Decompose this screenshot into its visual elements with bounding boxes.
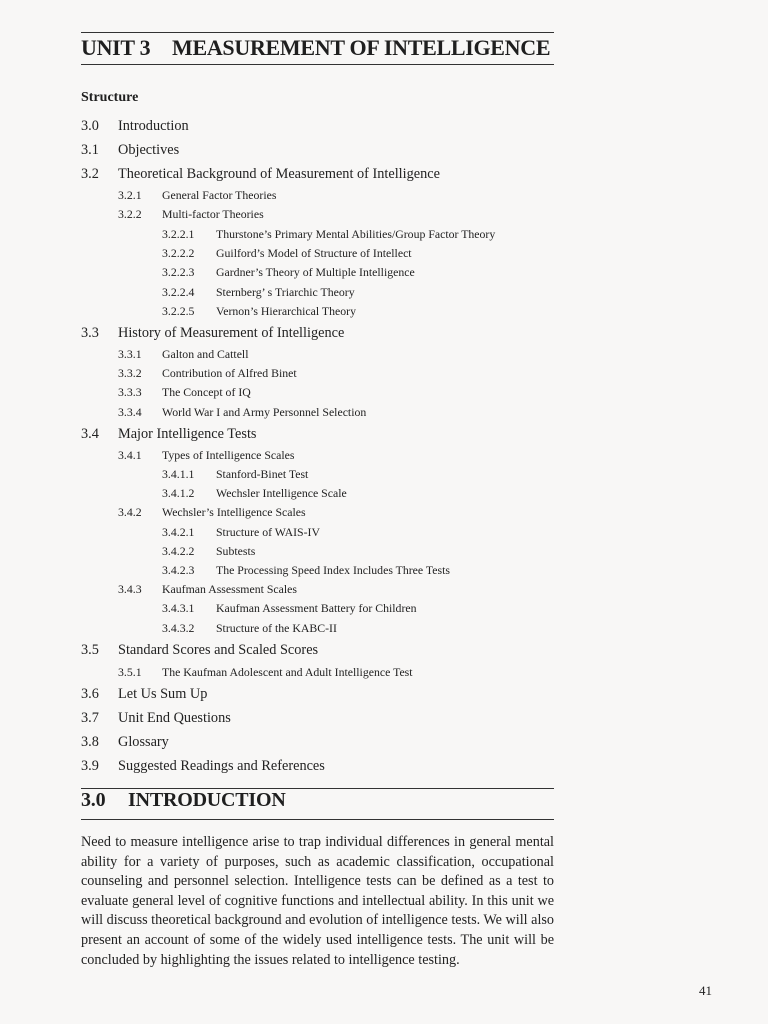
toc-entry-number: 3.2.2.4 (162, 285, 195, 299)
toc-entry-number: 3.2.2.1 (162, 227, 195, 241)
toc-entry-title: History of Measurement of Intelligence (118, 325, 345, 341)
toc-entry-title: Vernon’s Hierarchical Theory (216, 304, 356, 318)
unit-name: MEASUREMENT OF INTELLIGENCE (172, 35, 551, 60)
title-bottom-rule (81, 64, 554, 65)
toc-entry-number: 3.2.2 (118, 207, 142, 221)
toc-entry-number: 3.9 (81, 758, 99, 774)
toc-entry-title: Standard Scores and Scaled Scores (118, 642, 319, 658)
toc-entry-number: 3.3.4 (118, 405, 142, 419)
toc-entry-title: Structure of WAIS-IV (216, 525, 320, 539)
toc-entry-title: Glossary (118, 734, 169, 750)
unit-title (81, 33, 551, 63)
toc-entry-title: Multi-factor Theories (162, 207, 264, 221)
toc-entry-number: 3.3.1 (118, 347, 142, 361)
toc-entry-number: 3.5 (81, 642, 99, 658)
toc-entry-title: Galton and Cattell (162, 347, 249, 361)
toc-entry-number: 3.2 (81, 166, 99, 182)
toc-entry-title: Kaufman Assessment Battery for Children (216, 601, 417, 615)
toc-entry-number: 3.4.2 (118, 505, 142, 519)
structure-heading: Structure (81, 90, 139, 105)
toc-entry-title: Stanford-Binet Test (216, 467, 309, 481)
toc-entry-title: Major Intelligence Tests (118, 426, 257, 442)
toc-entry-number: 3.4.2.2 (162, 544, 195, 558)
toc-entry-title: The Processing Speed Index Includes Three Tests (216, 563, 450, 577)
toc-entry-number: 3.4.1 (118, 448, 142, 462)
toc-entry-title: Kaufman Assessment Scales (162, 582, 297, 596)
toc-entry-number: 3.7 (81, 710, 99, 726)
toc-entry-title: Suggested Readings and References (118, 758, 325, 774)
toc-entry-number: 3.4.2.3 (162, 563, 195, 577)
toc-entry-title: Unit End Questions (118, 710, 231, 726)
toc-entry-number: 3.4 (81, 426, 99, 442)
intro-title: INTRODUCTION (128, 789, 286, 811)
toc-entry-number: 3.4.1.1 (162, 467, 195, 481)
toc-entry-title: World War I and Army Personnel Selection (162, 405, 367, 419)
toc-entry-number: 3.4.1.2 (162, 486, 195, 500)
toc-entry-number: 3.4.3 (118, 582, 142, 596)
toc-entry-number: 3.4.2.1 (162, 525, 195, 539)
toc-entry-title: Wechsler Intelligence Scale (216, 486, 347, 500)
toc-entry-title: Theoretical Background of Measurement of Intelligence (118, 166, 440, 182)
toc-entry-number: 3.4.3.2 (162, 621, 195, 635)
intro-number: 3.0 (81, 789, 106, 811)
toc-entry-number: 3.3.3 (118, 385, 142, 399)
toc-entry-title: Structure of the KABC-II (216, 621, 337, 635)
toc-entry-number: 3.3 (81, 325, 99, 341)
toc-entry-title: Contribution of Alfred Binet (162, 366, 297, 380)
intro-paragraph: Need to measure intelligence arise to trap individual differences in general mental ability for a variety of purposes, such as academic classification, occupational counseling and personnel selection. Intelligence tests can be defined as a test to evaluate general level of cognitive functions and intellectual ability. In this unit we will discuss theoretical background and evolution of intelligence tests. We will also present an account of some of the widely used intelligence tests. The unit will be concluded by highlighting the issues related to intelligence testing. (81, 834, 554, 968)
page-number: 41 (699, 983, 712, 998)
toc-entry-title: General Factor Theories (162, 188, 277, 202)
toc-entry-number: 3.2.1 (118, 188, 142, 202)
intro-bottom-rule (81, 819, 554, 820)
toc-entry-title: Thurstone’s Primary Mental Abilities/Group Factor Theory (216, 227, 496, 241)
toc-entry-number: 3.6 (81, 686, 99, 702)
toc-entry-title: Wechsler’s Intelligence Scales (162, 505, 306, 519)
toc-entry-title: Sternberg’ s Triarchic Theory (216, 285, 355, 299)
toc-entry-number: 3.2.2.2 (162, 246, 195, 260)
toc-entry-number: 3.8 (81, 734, 99, 750)
toc-entry-number: 3.4.3.1 (162, 601, 195, 615)
toc-entry-title: Subtests (216, 544, 256, 558)
toc-entry-number: 3.1 (81, 142, 99, 158)
toc-entry-title: Gardner’s Theory of Multiple Intelligence (216, 265, 415, 279)
toc-entry-title: Objectives (118, 142, 180, 158)
toc-entry-number: 3.2.2.5 (162, 304, 195, 318)
toc-entry-title: Guilford’s Model of Structure of Intellect (216, 246, 412, 260)
toc-entry-title: Types of Intelligence Scales (162, 448, 295, 462)
toc-entry-number: 3.0 (81, 118, 99, 134)
toc-entry-title: Let Us Sum Up (118, 686, 208, 702)
toc-entry-number: 3.3.2 (118, 366, 142, 380)
unit-number: UNIT 3 (81, 35, 151, 60)
toc-entry-number: 3.2.2.3 (162, 265, 195, 279)
toc-entry-title: Introduction (118, 118, 189, 134)
toc-entry-number: 3.5.1 (118, 665, 142, 679)
toc-entry-title: The Kaufman Adolescent and Adult Intelligence Test (162, 665, 413, 679)
toc-entry-title: The Concept of IQ (162, 385, 251, 399)
intro-heading (81, 789, 286, 812)
